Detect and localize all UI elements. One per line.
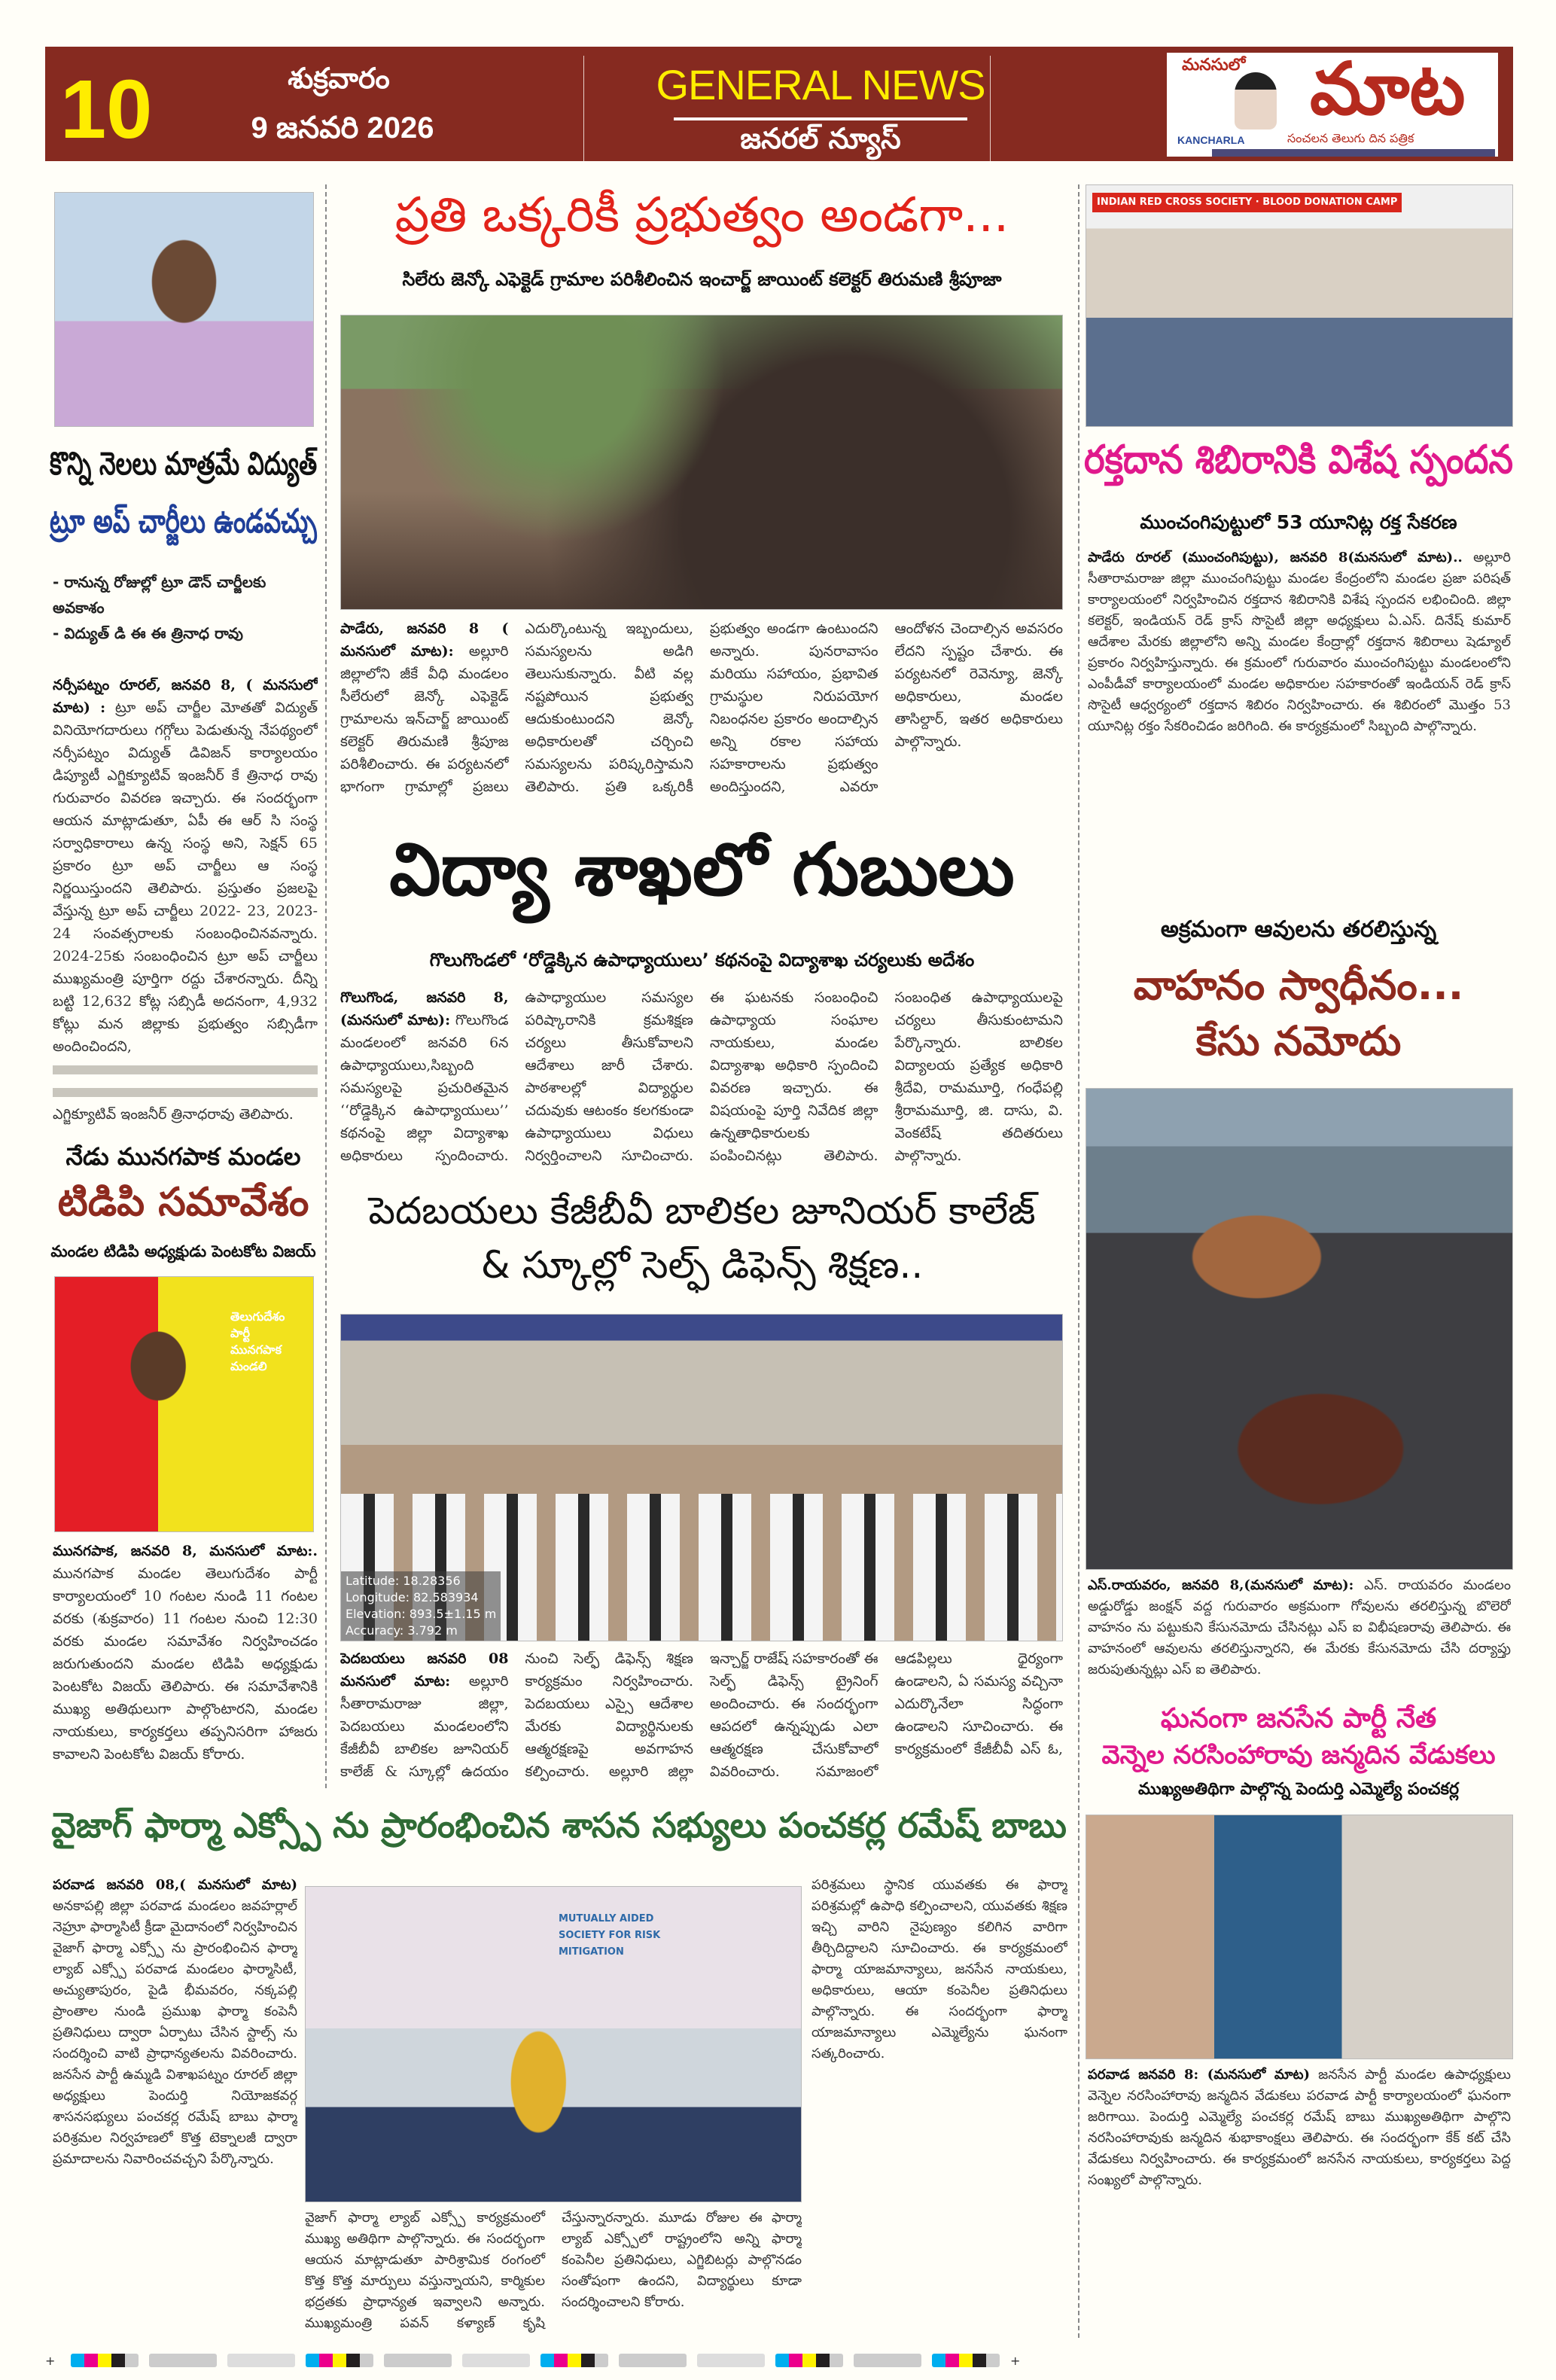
headline: రక్తదాన శిబిరానికి విశేష స్పందన xyxy=(1084,437,1514,483)
article-text: పరిశ్రమలు స్థానిక యువతకు ఈ ఫార్మా పరిశ్రమల్లో ఉపాధి కల్పించాలని, యువతకు శిక్షణ ఇచ్చి వారిని నైపుణ్యం కలిగిన వారిగా తీర్చిదిద్దాలని సూచించారు. ఈ కార్యక్రమంలో ఫార్మా యాజమాన్యాలు, జనసేన నాయకులు, అధికారులు, ఆయా కంపెనీల ప్రతినిధులు పాల్గొన్నారు. ఈ సందర్భంగా ఫార్మా యాజమాన్యాలు ఎమ్మెల్యేను ఘనంగా సత్కరించారు. xyxy=(811,1877,1067,2062)
bullet: - విద్యుత్ డి ఈ ఈ త్రినాధ రావు xyxy=(53,624,244,642)
headline: ట్రూ అప్ చార్జీలు ఉండవచ్చు xyxy=(50,502,317,541)
newspaper-logo xyxy=(1167,47,1498,157)
headline: & స్కూల్లో సెల్ఫ్ డిఫెన్స్ శిక్షణ.. xyxy=(480,1243,924,1287)
page-number: 10 xyxy=(60,63,153,156)
print-registration-bar xyxy=(45,2352,1513,2369)
dateline: పరవాడ జనవరి 08,( మనసులో మాట) xyxy=(53,1877,297,1893)
masthead xyxy=(45,47,1513,161)
article-text: ముఖ్యమంత్రి పవన్ కళ్యాణ్ కృషి చేస్తున్నారన్నారు. మూడు రోజుల ఈ ఫార్మా ల్యాబ్ ఎక్స్పోలో రాష్ట్రంలోని అన్ని ఫార్మా కంపెనీల ప్రతినిధులు, ఎగ్జిబిటర్లు పాల్గొనడం సంతోషంగా ఉందని, విద్యార్థులు కూడా సందర్శించాలని కోరారు. xyxy=(305,2210,802,2331)
subhead-bullets xyxy=(53,569,320,646)
gray-swatch xyxy=(854,2354,921,2367)
article-body xyxy=(305,2208,802,2336)
gps-longitude: Longitude: 82.583934 xyxy=(346,1590,479,1604)
photo-self-defense-training xyxy=(340,1314,1063,1641)
article-body xyxy=(1088,547,1511,909)
article-text: ట్రూ అప్ చార్జీల మోతతో విద్యుత్ వినియోగదారులు గగ్గోలు పెడుతున్న నేపథ్యంలో నర్సీపట్నం విద్యుత్ డివిజన్ కార్యాలయం డిప్యూటీ ఎగ్జిక్యూటివ్ ఇంజనీర్ కే త్రినాధ రావు గురువారం వివరణ ఇచ్చారు. ఈ సందర్భంగా ఆయన మాట్లాడుతూ, ఏపీ ఈ ఆర్ సి సంస్థ సర్వాధికారాలు ఉన్న సంస్థ అని, సెక్షన్ 65 ప్రకారం ట్రూ అప్ చార్జీలు ఆ సంస్థ నిర్ణయిస్తుందని తెలిపారు. ప్రస్తుతం ప్రజలపై వేస్తున్న ట్రూ అప్ చార్జీలు 2022- 23, 2023-24 సంవత్సరాలకు సంబంధించినవన్నారు. 2024-25కు సంబంధించిన ట్రూ అప్ చార్జీలు ముఖ్యమంత్రి పూర్తిగా రద్దు చేశారన్నారు. దీన్ని బట్టి 12,632 కోట్ల సబ్సిడీ అదనంగా, 4,932 కోట్లు మన జిల్లాకు ప్రభుత్వం సబ్సిడీగా అందించిందని, xyxy=(53,699,318,1055)
headline: కేసు నమోదు xyxy=(1195,1017,1402,1065)
article-body xyxy=(1088,2065,1511,2328)
article-body xyxy=(53,1875,297,2334)
photo-banner-text: MUTUALLY AIDED SOCIETY FOR RISK MITIGATION xyxy=(559,1913,661,1958)
headline: ఘనంగా జనసేన పార్టీ నేత xyxy=(1160,1703,1437,1734)
column-separator xyxy=(1078,184,1079,2338)
gps-accuracy: Accuracy: 3.792 m xyxy=(346,1623,458,1638)
logo-small-text: మనసులో xyxy=(1182,56,1246,75)
photo-banner-text: INDIAN RED CROSS SOCIETY · BLOOD DONATION CAMP xyxy=(1092,193,1402,212)
color-swatch xyxy=(540,2354,608,2367)
photo-seized-cattle-vehicle xyxy=(1086,1088,1513,1570)
gray-swatch xyxy=(697,2354,765,2367)
gray-swatch xyxy=(462,2354,530,2367)
photo-pharma-expo-inauguration xyxy=(305,1886,802,2202)
dateline: పరవాడ జనవరి 8: (మనసులో మాట) xyxy=(1088,2067,1311,2083)
dateline: నర్సీపట్నం రూరల్, జనవరి 8, ( మనసులో మాట) : xyxy=(53,677,318,716)
logo-title: మాట xyxy=(1310,47,1466,131)
article-text: ఎగ్జిక్యూటివ్ ఇంజనీర్ త్రినాధరావు తెలిపారు. xyxy=(53,1106,294,1123)
gps-latitude: Latitude: 18.28356 xyxy=(346,1574,461,1588)
headline: విద్యా శాఖలో గుబులు xyxy=(389,827,1015,912)
logo-bar xyxy=(1212,149,1495,157)
article-text: మునగపాక మండల తెలుగుదేశం పార్టీ కార్యాలయంలో 10 గంటల నుండి 11 గంటల వరకు (శుక్రవారం) 11 గంటల నుంచి 12:30 వరకు మండల సమావేశం నిర్వహించడం జరుగుతుందని మండల టిడిపి అధ్యక్షుడు పెంటకోట విజయ్ తెలిపారు. ఈ సమావేశానికి ముఖ్య అతిథులుగా పాల్గొంటారని, మండల నాయకులు, కార్యకర్తలు తప్పనిసరిగా హాజరు కావాలని పెంటకోట విజయ్ కోరారు. xyxy=(53,1565,318,1763)
headline: టిడిపి సమావేశం xyxy=(57,1180,309,1225)
crosshair-icon: + xyxy=(1010,2354,1021,2368)
headline: పెదబయలు కేజీబీవీ బాలికల జూనియర్ కాలేజ్ xyxy=(368,1189,1036,1233)
article-body xyxy=(340,986,1063,1175)
article-body xyxy=(1088,1575,1511,1688)
subhead: ముంచంగిపుట్టులో 53 యూనిట్ల రక్త సేకరణ xyxy=(1140,511,1457,533)
text-filler xyxy=(53,1058,318,1103)
gray-swatch xyxy=(227,2354,295,2367)
crosshair-icon: + xyxy=(45,2354,56,2368)
subhead: మండల టిడిపి అధ్యక్షుడు పెంటకోట విజయ్ xyxy=(50,1242,316,1260)
article-text: జనసేన పార్టీ మండల ఉపాధ్యక్షులు వెన్నెల నరసింహారావు జన్మదిన వేడుకలు పరవాడ పార్టీ కార్యాలయంలో ఘనంగా జరిగాయి. పెందుర్తి ఎమ్మెల్యే పంచకర్ల రమేష్ బాబు ముఖ్యఅతిథిగా పాల్గొని నరసింహారావుకు జన్మదిన శుభాకాంక్షలు తెలిపారు. ఈ సందర్భంగా కేక్ కట్ చేసి వేడుకలు నిర్వహించారు. ఈ కార్యక్రమంలో జనసేన నాయకులు, కార్యకర్తలు పెద్ద సంఖ్యలో పాల్గొన్నారు. xyxy=(1088,2067,1511,2188)
gray-swatch xyxy=(384,2354,452,2367)
kicker: అక్రమంగా ఆవులను తరలిస్తున్న xyxy=(1160,916,1437,943)
article-text: ఎస్. రాయవరం మండలం అడ్డురోడ్డు జంక్షన్ వద్ద గురువారం అక్రమంగా గోవులను తరలిస్తున్న బొలెరో వాహనం ను పట్టుకుని కేసునమోదు చేసినట్లు ఎస్ ఐ విభీషణరావు తెలిపారు. ఈ వాహనంలో ఆవులను తరలిస్తున్నారని, ఈ మేరకు కేసునమోదు చేసి దర్యాప్తు జరుపుతున్నట్లు ఎస్ ఐ తెలిపారు. xyxy=(1088,1577,1511,1678)
dateline: పెదబయలు జనవరి 08 మనసులో మాట: xyxy=(340,1650,509,1690)
gps-elevation: Elevation: 893.5±1.15 m xyxy=(346,1607,497,1621)
article-text: గొలుగొండ మండలంలో జనవరి 6న ఉపాధ్యాయులు,సిబ్బంది సమస్యలపై ప్రచురితమైన ‘‘రోడ్డెక్కిన ఉపాధ్యాయులు’’ కథనంపై జిల్లా విద్యాశాఖ అధికారులు స్పందించారు. ఉపాధ్యాయుల సమస్యల పరిష్కారానికి క్రమశిక్షణ చర్యలు తీసుకోవాలని ఆదేశాలు జారీ చేశారు. పాఠశాలల్లో విద్యార్థుల చదువుకు ఆటంకం కలగకుండా ఉపాధ్యాయులు విధులు నిర్వర్తించాలని సూచించారు. ఈ ఘటనకు సంబంధించి ఉపాధ్యాయ సంఘాల నాయకులు, మండల విద్యాశాఖ అధికారి స్పందించి వివరణ ఇచ్చారు. ఈ విషయంపై పూర్తి నివేదిక జిల్లా ఉన్నతాధికారులకు పంపించినట్లు తెలిపారు. సంబంధిత ఉపాధ్యాయులపై చర్యలు తీసుకుంటామని పేర్కొన్నారు. బాలికల విద్యాలయ ప్రత్యేక అధికారి శ్రీదేవి, రామమూర్తి, గంధేపల్లి శ్రీరామమూర్తి, జి. దాసు, వి. వెంకటేష్ తదితరులు పాల్గొన్నారు. xyxy=(340,989,1063,1164)
dateline: పాడేరు రూరల్ (ముంచంగిపుట్టు), జనవరి 8(మనసులో మాట).. xyxy=(1088,550,1463,565)
article-text: అనకాపల్లి జిల్లా పరవాడ మండలం జవహర్లాల్ నెహ్రూ ఫార్మాసిటీ క్రీడా మైదానంలో నిర్వహించిన వైజాగ్ ఫార్మా ఎక్స్పో ను ప్రారంభించిన ఫార్మా ల్యాబ్ ఎక్స్పో పరవాడ మండలం ఫార్మాసిటీ, అచ్యుతాపురం, పైడి భీమవరం, నక్కపల్లి ప్రాంతాల నుండి ప్రముఖ ఫార్మా కంపెనీ ప్రతినిధులు ద్వారా ఏర్పాటు చేసిన స్టాల్స్ ను సందర్శించి వాటి ప్రాధాన్యతలను వివరించారు. జనసేన పార్టీ ఉమ్మడి విశాఖపట్నం రూరల్ జిల్లా అధ్యక్షులు పెందుర్తి నియోజకవర్గ శాసనసభ్యులు పంచకర్ల రమేష్ బాబు ఫార్మా పరిశ్రమల నిర్వహణలో కొత్త టెక్నాలజీ ద్వారా ప్రమాదాలను నివారించవచ్చని పేర్కొన్నారు. xyxy=(53,1898,297,2167)
headline: వెన్నెల నరసింహారావు జన్మదిన వేడుకలు xyxy=(1101,1740,1496,1770)
dateline: పాడేరు, జనవరి 8 ( మనసులో మాట): xyxy=(340,620,509,660)
headline: ప్రతి ఒక్కరికీ ప్రభుత్వం అండగా... xyxy=(394,187,1009,243)
dateline: మునగపాక, జనవరి 8, మనసులో మాట:. xyxy=(53,1543,318,1559)
section-title-te: జనరల్ న్యూస్ xyxy=(740,122,901,155)
subhead: సిలేరు జెన్కో ఎఫెక్టెడ్ గ్రామాల పరిశీలించిన ఇంచార్జ్ జాయింట్ కలెక్టర్ తిరుమణి శ్రీపూజా xyxy=(402,269,1002,290)
logo-tagline: సంచలన తెలుగు దిన పత్రిక xyxy=(1287,131,1414,145)
color-swatch xyxy=(306,2354,373,2367)
column-separator xyxy=(325,184,327,1788)
photo-officer-portrait xyxy=(54,192,314,427)
section-title-en: GENERAL NEWS xyxy=(656,61,985,108)
divider xyxy=(990,56,991,161)
portrait-icon xyxy=(1235,72,1277,130)
weekday: శుక్రవారం xyxy=(288,62,390,95)
subhead: గొలుగొండలో ‘రోడ్డెక్కిన ఉపాధ్యాయులు’ కథనంపై విద్యాశాఖ చర్యలుకు అదేశం xyxy=(429,949,975,971)
photo-village-visit xyxy=(340,315,1063,610)
headline: వైజాగ్ ఫార్మా ఎక్స్పో ను ప్రారంభించిన శాసన సభ్యులు పంచకర్ల రమేష్ బాబు xyxy=(51,1805,1067,1845)
gray-swatch xyxy=(619,2354,687,2367)
issue-date: 9 జనవరి 2026 xyxy=(251,111,434,145)
gray-swatch xyxy=(149,2354,217,2367)
divider xyxy=(583,56,584,161)
color-swatch xyxy=(932,2354,1000,2367)
color-swatch xyxy=(71,2354,139,2367)
gps-overlay xyxy=(341,1571,501,1641)
photo-birthday-celebration xyxy=(1086,1815,1513,2059)
article-text: అల్లూరి సీతారామరాజు జిల్లా ముంచంగిపుట్టు మండల కేంద్రంలోని మండల ప్రజా పరిషత్ కార్యాలయంలో నిర్వహించిన రక్తదాన శిబిరానికి విశేష స్పందన లభించింది. జిల్లా కలెక్టర్, ఇండియన్ రెడ్ క్రాస్ సొసైటీ జిల్లా అధ్యక్షులు ఏ.ఎస్. దినేష్ కుమార్ ఆదేశాల మేరకు జిల్లాలోని అన్ని మండల కేంద్రాల్లో రక్తదాన శిబిరాలు షెడ్యూల్ ప్రకారం నిర్వహిస్తున్నారు. ఈ క్రమంలో గురువారం ముంచంగిపుట్టు మండలంలోని ఎంపీడీవో కార్యాలయంలో మండల అధికారుల సహకారంతో ఇండియన్ రెడ్ క్రాస్ సొసైటీ ఆధ్వర్యంలో రక్తదాన శిబిరం నిర్వహించారు. ఈ శిబిరంలో మొత్తం 53 యూనిట్ల రక్తం సేకరించిడం జరిగింది. ఈ కార్యక్రమంలో సిబ్బంది పాల్గొన్నారు. xyxy=(1088,550,1511,734)
article-text: అల్లూరి జిల్లాలోని జీకే వీధి మండలం సీలేరులో జెన్కో ఎఫెక్టెడ్ గ్రామాలను ఇన్‌చార్జ్ జాయింట్ కలెక్టర్ తిరుమణి శ్రీపూజ పరిశీలించారు. ఈ పర్యటనలో భాగంగా గ్రామాల్లో ప్రజలు ఎదుర్కొంటున్న ఇబ్బందులు, సమస్యలను అడిగి తెలుసుకున్నారు. వీటి వల్ల నష్టపోయిన ప్రభుత్వ ఆదుకుంటుందని జెన్కో అధికారులతో చర్చించి సమస్యలను పరిష్కరిస్తామని తెలిపారు. ప్రతి ఒక్కరికీ ప్రభుత్వం అండగా ఉంటుందని అన్నారు. పునరావాసం మరియు సహాయం, ప్రభావిత గ్రామస్థుల నిరుపయోగ నిబంధనల ప్రకారం అందాల్సిన అన్ని రకాల సహాయ సహకారాలను ప్రభుత్వం అందిస్తుందని, ఎవరూ ఆందోళన చెందాల్సిన అవసరం లేదని స్పష్టం చేశారు. ఈ పర్యటనలో రెవెన్యూ, జెన్కో అధికారులు, మండల తాసిల్దార్, ఇతర అధికారులు పాల్గొన్నారు. xyxy=(340,620,1063,795)
photo-caption: వైజాగ్ ఫార్మా ల్యాబ్ ఎక్స్పో కార్యక్రమంలో ముఖ్య అతిథిగా పాల్గొన్నారు. ఈ సందర్భంగా ఆయన మాట్లాడుతూ పారిశ్రామిక రంగంలో కొత్త కొత్త మార్పులు వస్తున్నాయని, కార్మికుల భద్రతకు ప్రాధాన్యత ఇవ్వాలని అన్నారు. xyxy=(305,2210,545,2310)
dateline: ఎస్.రాయవరం, జనవరి 8,(మనసులో మాట): xyxy=(1088,1577,1354,1593)
divider xyxy=(674,117,967,120)
article-text: అల్లూరి సీతారామరాజు జిల్లా, పెదబయలు మండలంలోని కేజీబీవీ బాలికల జూనియర్ కాలేజ్ & స్కూల్లో ఉదయం నుంచి సెల్ఫ్ డిఫెన్స్ శిక్షణ కార్యక్రమం నిర్వహించారు. పెదబయలు ఎస్సై ఆదేశాల మేరకు విద్యార్థినులకు ఆత్మరక్షణపై అవగాహన కల్పించారు. అల్లూరి జిల్లా ఇన్చార్జ్ రాజేష్ సహకారంతో ఈ సెల్ఫ్ డిఫెన్స్ ట్రైనింగ్ అందించారు. ఈ సందర్భంగా ఆపదలో ఉన్నప్పుడు ఎలా ఆత్మరక్షణ చేసుకోవాలో వివరించారు. సమాజంలో ఆడపిల్లలు ధైర్యంగా ఉండాలని, ఏ సమస్య వచ్చినా ఎదుర్కొనేలా సిద్ధంగా ఉండాలని సూచించారు. ఈ కార్యక్రమంలో కేజీబీవీ ఎస్ ఓ, xyxy=(340,1650,1063,1780)
article-body xyxy=(811,1875,1067,2334)
headline: కొన్ని నెలలు మాత్రమే విద్యుత్ xyxy=(50,445,318,482)
article-body xyxy=(340,1647,1063,1787)
bullet: - రానున్న రోజుల్లో ట్రూ డౌన్ చార్జీలకు అవకాశం xyxy=(53,573,266,617)
photo-banner-text: తెలుగుదేశం పార్టీ మునగపాక మండలి xyxy=(230,1309,285,1373)
article-body xyxy=(340,617,1063,821)
headline: వాహనం స్వాధీనం... xyxy=(1133,961,1464,1009)
photo-blood-donation-camp xyxy=(1086,184,1513,427)
kicker: నేడు మునగపాక మండల xyxy=(65,1142,301,1171)
dateline: గొలుగొండ, జనవరి 8,(మనసులో మాట): xyxy=(340,989,509,1028)
logo-brand: KANCHARLA xyxy=(1177,134,1245,146)
photo-tdp-leader xyxy=(54,1276,314,1532)
article-body xyxy=(53,674,318,1126)
color-swatch xyxy=(775,2354,843,2367)
article-body xyxy=(53,1540,318,1781)
subhead: ముఖ్యఅతిథిగా పాల్గొన్న పెందుర్తి ఎమ్మెల్యే పంచకర్ల xyxy=(1137,1780,1460,1799)
